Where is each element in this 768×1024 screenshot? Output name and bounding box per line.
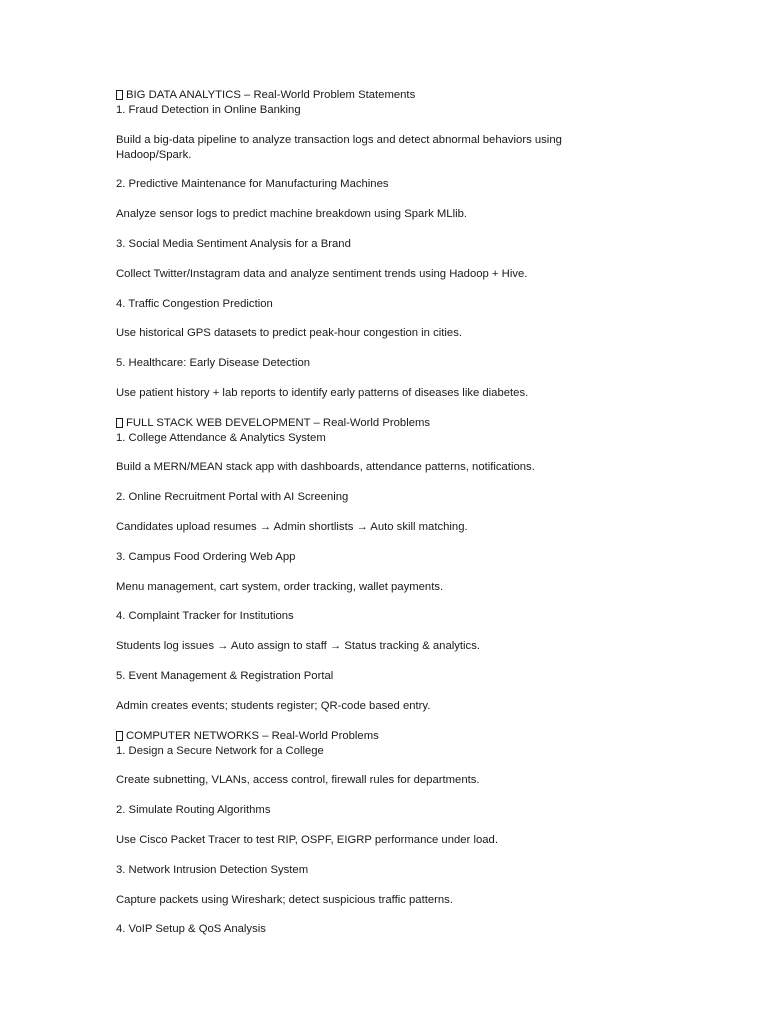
item-title: 5. Event Management & Registration Portal <box>116 670 334 683</box>
item-description: Use patient history + lab reports to identify early patterns of diseases like diabetes. <box>116 386 529 399</box>
item-description: Candidates upload resumes → Admin shortlists → Auto skill matching. <box>116 521 468 534</box>
missing-glyph-icon <box>116 90 123 100</box>
item-title: 4. Complaint Tracker for Institutions <box>116 610 294 623</box>
item-title: 1. Design a Secure Network for a College <box>116 744 324 757</box>
item-description: Create subnetting, VLANs, access control, firewall rules for departments. <box>116 774 480 787</box>
item-title: 2. Predictive Maintenance for Manufacturing Machines <box>116 178 389 191</box>
section-computer-networks <box>116 729 616 938</box>
item-description: Build a big-data pipeline to analyze transaction logs and detect abnormal behaviors using Hadoop/Spark. <box>116 133 562 161</box>
section-heading-text: BIG DATA ANALYTICS – Real-World Problem Statements <box>126 89 416 101</box>
section-heading <box>116 729 616 744</box>
item-title: 3. Social Media Sentiment Analysis for a Brand <box>116 238 351 250</box>
section-heading-text: FULL STACK WEB DEVELOPMENT – Real-World Problems <box>126 416 431 429</box>
item-description: Collect Twitter/Instagram data and analyze sentiment trends using Hadoop + Hive. <box>116 267 528 280</box>
item-description: Use historical GPS datasets to predict peak-hour congestion in cities. <box>116 327 462 340</box>
section-heading <box>116 88 616 103</box>
item-title: 4. Traffic Congestion Prediction <box>116 297 273 310</box>
item-title: 2. Simulate Routing Algorithms <box>116 804 271 817</box>
document-body <box>116 88 616 937</box>
item-description: Use Cisco Packet Tracer to test RIP, OSPF, EIGRP performance under load. <box>116 833 498 846</box>
section-heading <box>116 416 616 431</box>
missing-glyph-icon <box>116 731 123 741</box>
item-title: 3. Network Intrusion Detection System <box>116 863 309 876</box>
item-description: Admin creates events; students register; QR-code based entry. <box>116 699 431 712</box>
item-title: 4. VoIP Setup & QoS Analysis <box>116 923 266 936</box>
section-full-stack-web-development <box>116 416 616 729</box>
item-title: 1. Fraud Detection in Online Banking <box>116 103 301 116</box>
section-big-data-analytics <box>116 88 616 416</box>
item-title: 1. College Attendance & Analytics System <box>116 431 326 444</box>
item-title: 2. Online Recruitment Portal with AI Screening <box>116 491 349 504</box>
item-title: 5. Healthcare: Early Disease Detection <box>116 357 311 370</box>
item-title: 3. Campus Food Ordering Web App <box>116 550 296 563</box>
item-description: Build a MERN/MEAN stack app with dashboards, attendance patterns, notifications. <box>116 461 535 474</box>
missing-glyph-icon <box>116 418 123 428</box>
item-description: Menu management, cart system, order tracking, wallet payments. <box>116 580 444 593</box>
section-heading-text: COMPUTER NETWORKS – Real-World Problems <box>126 729 379 742</box>
item-description: Analyze sensor logs to predict machine breakdown using Spark MLlib. <box>116 208 468 221</box>
item-description: Students log issues → Auto assign to staff → Status tracking & analytics. <box>116 640 480 653</box>
item-description: Capture packets using Wireshark; detect suspicious traffic patterns. <box>116 893 453 906</box>
